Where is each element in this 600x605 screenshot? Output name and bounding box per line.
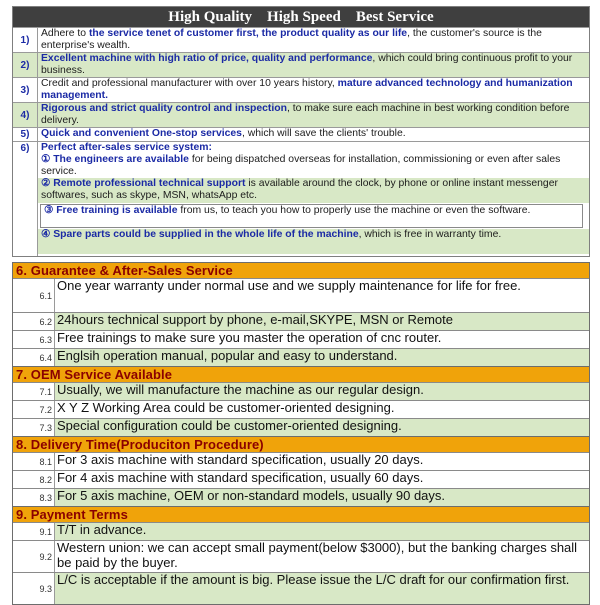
- after-sales-item: [40, 204, 583, 228]
- after-sales-item-highlight: ④ Spare parts could be supplied in the whole life of the machine: [41, 229, 359, 240]
- section-header-oem: 7. OEM Service Available: [13, 366, 589, 382]
- after-sales-item: [38, 178, 589, 203]
- row-number: 6.4: [13, 349, 55, 366]
- after-sales-title: Perfect after-sales service system:: [41, 142, 212, 153]
- table-row: [13, 418, 589, 436]
- row-text: 24hours technical support by phone, e-mail,SKYPE, MSN or Remote: [55, 313, 589, 330]
- service-item-number: 5): [13, 128, 38, 141]
- service-commitment-panel: [12, 6, 590, 257]
- after-sales-item-highlight: ② Remote professional technical support: [41, 178, 246, 189]
- row-number: 7.1: [13, 383, 55, 400]
- row-text: X Y Z Working Area could be customer-oriented designing.: [57, 401, 395, 415]
- row-number: 8.1: [13, 453, 55, 470]
- table-row: [13, 452, 589, 470]
- section-header-payment: 9. Payment Terms: [13, 506, 589, 522]
- service-item-text: [38, 28, 589, 52]
- service-item-plain: , to make sure each machine in best working condition before delivery.: [41, 103, 570, 126]
- service-item-number: 1): [13, 28, 38, 52]
- row-number: 9.1: [13, 523, 55, 540]
- row-text: Western union: we can accept small payment(below $3000), but the banking charges shall be paid by the buyer.: [57, 541, 578, 570]
- service-item-plain: , the customer's source is the enterprise's wealth.: [41, 28, 542, 51]
- after-sales-item: [38, 154, 589, 178]
- service-item-highlight: Rigorous and strict quality control and inspection: [41, 103, 287, 114]
- after-sales-item-plain: from us, to teach you how to properly use the machine or even the software.: [177, 205, 531, 216]
- row-number: 7.3: [13, 419, 55, 436]
- table-row: [13, 278, 589, 312]
- row-number: 9.3: [13, 573, 55, 604]
- row-text: Free trainings to make sure you master the operation of cnc router.: [57, 331, 442, 345]
- table-row: [13, 572, 589, 604]
- section-header-delivery: 8. Delivery Time(Produciton Procedure): [13, 436, 589, 452]
- table-row: [13, 540, 589, 572]
- service-item-text: [38, 103, 589, 127]
- after-sales-content: [38, 142, 589, 256]
- service-item-number: 4): [13, 103, 38, 127]
- row-text: Special configuration could be customer-oriented designing.: [55, 419, 589, 436]
- table-row: [13, 400, 589, 418]
- service-item-number: 6): [13, 142, 38, 256]
- after-sales-item-highlight: ③ Free training is available: [44, 205, 178, 216]
- row-number: 9.2: [13, 541, 55, 572]
- service-item-text: [38, 53, 589, 77]
- service-item-text: [38, 78, 589, 102]
- service-item: [13, 27, 589, 52]
- table-row: [13, 382, 589, 400]
- service-item-text: [38, 128, 589, 141]
- row-number: 6.1: [13, 279, 55, 312]
- service-item-highlight: Quick and convenient One-stop services: [41, 128, 242, 139]
- row-text: Englsih operation manual, popular and easy to understand.: [55, 349, 589, 366]
- service-item: [13, 127, 589, 141]
- table-row: [13, 330, 589, 348]
- service-item-highlight: Excellent machine with high ratio of price, quality and performance: [41, 53, 373, 64]
- row-text: For 5 axis machine, OEM or non-standard models, usually 90 days.: [55, 489, 589, 506]
- table-row: [13, 312, 589, 330]
- after-sales-system: [13, 141, 589, 256]
- table-row: [13, 348, 589, 366]
- after-sales-item: [38, 229, 589, 254]
- service-item-plain: , which will save the clients' trouble.: [241, 128, 406, 139]
- slogan-header: High Quality High Speed Best Service: [13, 7, 589, 27]
- service-item-highlight: the service tenet of customer first, the product quality as our life: [88, 28, 408, 39]
- table-row: [13, 488, 589, 506]
- table-row: [13, 470, 589, 488]
- row-text: For 4 axis machine with standard specification, usually 60 days.: [57, 471, 424, 485]
- service-item-number: 3): [13, 78, 38, 102]
- service-item-plain: , which could bring continuous profit to your business.: [41, 53, 573, 76]
- service-item: [13, 77, 589, 102]
- row-text: L/C is acceptable if the amount is big. Please issue the L/C draft for our confirmation first.: [55, 573, 589, 604]
- row-number: 7.2: [13, 401, 55, 418]
- row-text: T/T in advance.: [55, 523, 589, 540]
- service-item-plain: Credit and professional manufacturer with over 10 years history,: [41, 78, 338, 89]
- terms-table: [12, 262, 590, 605]
- table-row: [13, 522, 589, 540]
- row-text: One year warranty under normal use and we supply maintenance for life for free.: [57, 279, 521, 293]
- row-number: 8.2: [13, 471, 55, 488]
- after-sales-item-plain: , which is free in warranty time.: [358, 229, 502, 240]
- row-number: 8.3: [13, 489, 55, 506]
- service-item-plain: Adhere to: [41, 28, 89, 39]
- row-text: For 3 axis machine with standard specification, usually 20 days.: [57, 453, 424, 467]
- row-number: 6.3: [13, 331, 55, 348]
- service-item: [13, 52, 589, 77]
- after-sales-item-plain: is available around the clock, by phone or online instant messenger softwares, such as skype, MSN, whatsApp etc.: [41, 178, 558, 201]
- row-number: 6.2: [13, 313, 55, 330]
- after-sales-item-highlight: ① The engineers are available: [41, 154, 189, 165]
- service-item-number: 2): [13, 53, 38, 77]
- row-text: Usually, we will manufacture the machine as our regular design.: [55, 383, 589, 400]
- service-item-highlight: mature advanced technology and humanization management.: [41, 78, 573, 101]
- service-item: [13, 102, 589, 127]
- section-header-guarantee: 6. Guarantee & After-Sales Service: [13, 263, 589, 278]
- after-sales-item-plain: for being dispatched overseas for installation, commissioning or even after sales service.: [41, 154, 561, 177]
